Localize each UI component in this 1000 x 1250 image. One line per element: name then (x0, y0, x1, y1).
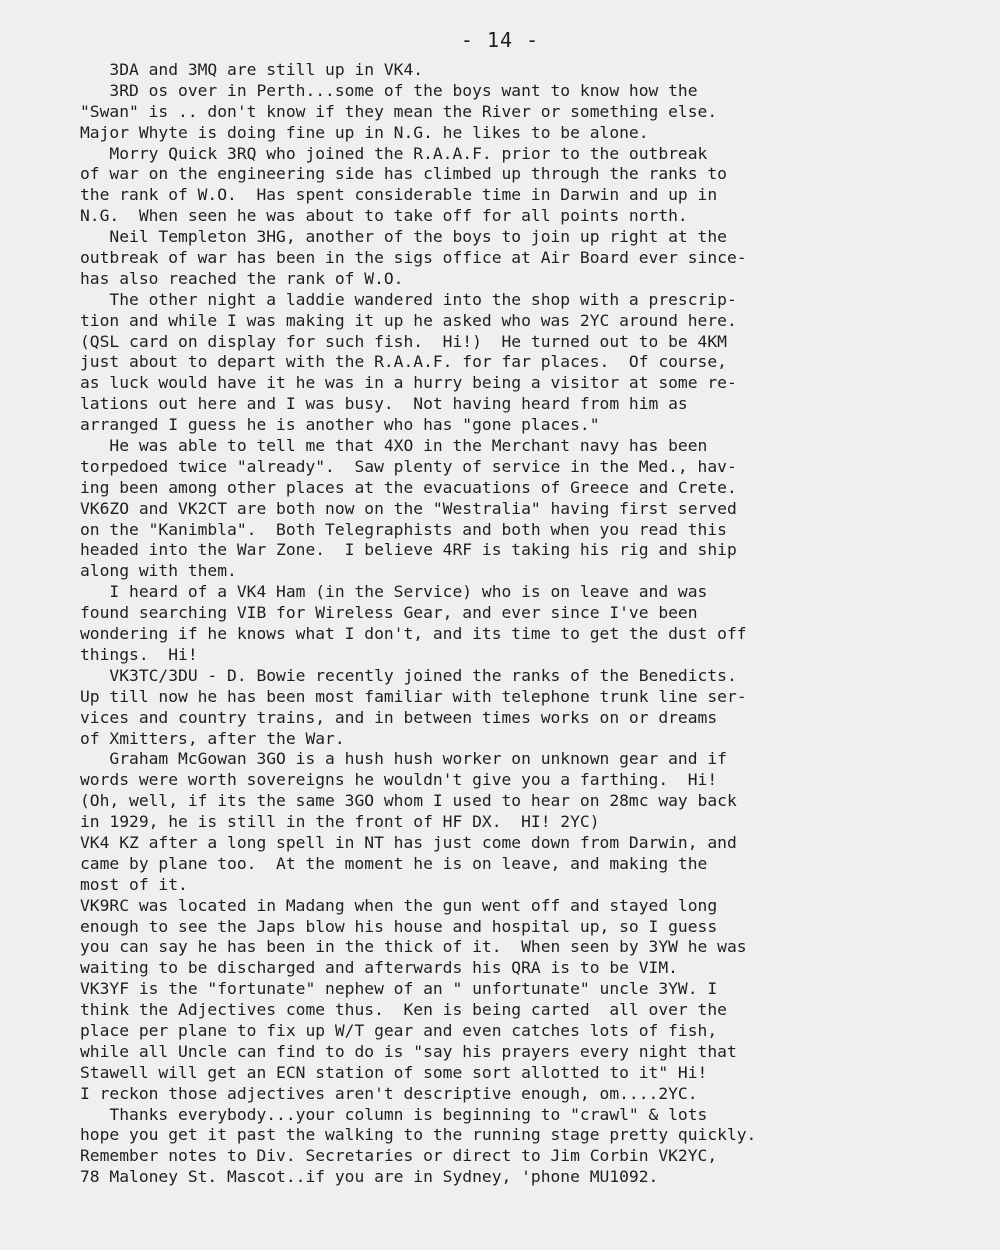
text-line: wondering if he knows what I don't, and its time to get the dust off (80, 624, 747, 644)
text-line: the rank of W.O. Has spent considerable time in Darwin and up in (80, 185, 718, 205)
text-line: I reckon those adjectives aren't descriptive enough, om....2YC. (80, 1083, 698, 1103)
text-line: tion and while I was making it up he asked who was 2YC around here. (80, 310, 737, 330)
text-line: Graham McGowan 3GO is a hush hush worker on unknown gear and if (80, 749, 727, 769)
text-line: Morry Quick 3RQ who joined the R.A.A.F. prior to the outbreak (80, 143, 708, 163)
text-line: found searching VIB for Wireless Gear, and ever since I've been (80, 603, 698, 623)
text-line: has also reached the rank of W.O. (80, 268, 404, 288)
text-line: came by plane too. At the moment he is on leave, and making the (80, 853, 708, 873)
text-line: lations out here and I was busy. Not having heard from him as (80, 394, 688, 414)
text-line: along with them. (80, 561, 237, 581)
text-line: outbreak of war has been in the sigs office at Air Board ever since- (80, 248, 747, 268)
text-line: 3RD os over in Perth...some of the boys want to know how the (80, 80, 698, 100)
text-line: ing been among other places at the evacuations of Greece and Crete. (80, 477, 737, 497)
text-line: Remember notes to Div. Secretaries or direct to Jim Corbin VK2YC, (80, 1146, 718, 1166)
text-line: 78 Maloney St. Mascot..if you are in Sydney, 'phone MU1092. (80, 1167, 659, 1187)
text-line: on the "Kanimbla". Both Telegraphists and both when you read this (80, 519, 727, 539)
text-line: words were worth sovereigns he wouldn't give you a farthing. Hi! (80, 770, 718, 790)
text-line: enough to see the Japs blow his house and hospital up, so I guess (80, 916, 718, 936)
text-line: VK4 KZ after a long spell in NT has just come down from Darwin, and (80, 832, 737, 852)
text-line: (QSL card on display for such fish. Hi!) He turned out to be 4KM (80, 331, 727, 351)
text-line: in 1929, he is still in the front of HF DX. HI! 2YC) (80, 812, 600, 832)
text-line: VK6ZO and VK2CT are both now on the "Westralia" having first served (80, 498, 737, 518)
text-line: VK3YF is the "fortunate" nephew of an " unfortunate" uncle 3YW. I (80, 979, 718, 999)
page-number: - 14 - (460, 28, 540, 52)
text-line: think the Adjectives come thus. Ken is being carted all over the (80, 1000, 727, 1020)
body-text (80, 60, 960, 1188)
text-line: Thanks everybody...your column is beginning to "crawl" & lots (80, 1104, 708, 1124)
text-line: you can say he has been in the thick of it. When seen by 3YW he was (80, 937, 747, 957)
text-line: Neil Templeton 3HG, another of the boys to join up right at the (80, 227, 727, 247)
text-line: The other night a laddie wandered into the shop with a prescrip- (80, 289, 737, 309)
text-line: VK3TC/3DU - D. Bowie recently joined the ranks of the Benedicts. (80, 665, 737, 685)
text-line: of Xmitters, after the War. (80, 728, 345, 748)
text-line: torpedoed twice "already". Saw plenty of service in the Med., hav- (80, 456, 737, 476)
text-line: waiting to be discharged and afterwards his QRA is to be VIM. (80, 958, 678, 978)
text-line: Stawell will get an ECN station of some sort allotted to it" Hi! (80, 1062, 708, 1082)
text-line: as luck would have it he was in a hurry being a visitor at some re- (80, 373, 737, 393)
text-line: headed into the War Zone. I believe 4RF is taking his rig and ship (80, 540, 737, 560)
text-line: while all Uncle can find to do is "say his prayers every night that (80, 1041, 737, 1061)
text-line: Up till now he has been most familiar with telephone trunk line ser- (80, 686, 747, 706)
text-line: things. Hi! (80, 644, 198, 664)
text-line: Major Whyte is doing fine up in N.G. he likes to be alone. (80, 122, 649, 142)
text-line: I heard of a VK4 Ham (in the Service) who is on leave and was (80, 582, 708, 602)
text-line: He was able to tell me that 4XO in the Merchant navy has been (80, 436, 708, 456)
text-line: "Swan" is .. don't know if they mean the River or something else. (80, 101, 718, 121)
text-line: vices and country trains, and in between times works on or dreams (80, 707, 718, 727)
text-line: VK9RC was located in Madang when the gun went off and stayed long (80, 895, 718, 915)
text-line: arranged I guess he is another who has "gone places." (80, 415, 600, 435)
text-line: N.G. When seen he was about to take off for all points north. (80, 206, 688, 226)
text-line: hope you get it past the walking to the running stage pretty quickly. (80, 1125, 757, 1145)
text-line: of war on the engineering side has climbed up through the ranks to (80, 164, 727, 184)
text-line: just about to depart with the R.A.A.F. for far places. Of course, (80, 352, 727, 372)
text-line: (Oh, well, if its the same 3GO whom I used to hear on 28mc way back (80, 791, 737, 811)
text-line: 3DA and 3MQ are still up in VK4. (80, 60, 424, 79)
text-line: place per plane to fix up W/T gear and even catches lots of fish, (80, 1020, 718, 1040)
text-line: most of it. (80, 874, 188, 894)
